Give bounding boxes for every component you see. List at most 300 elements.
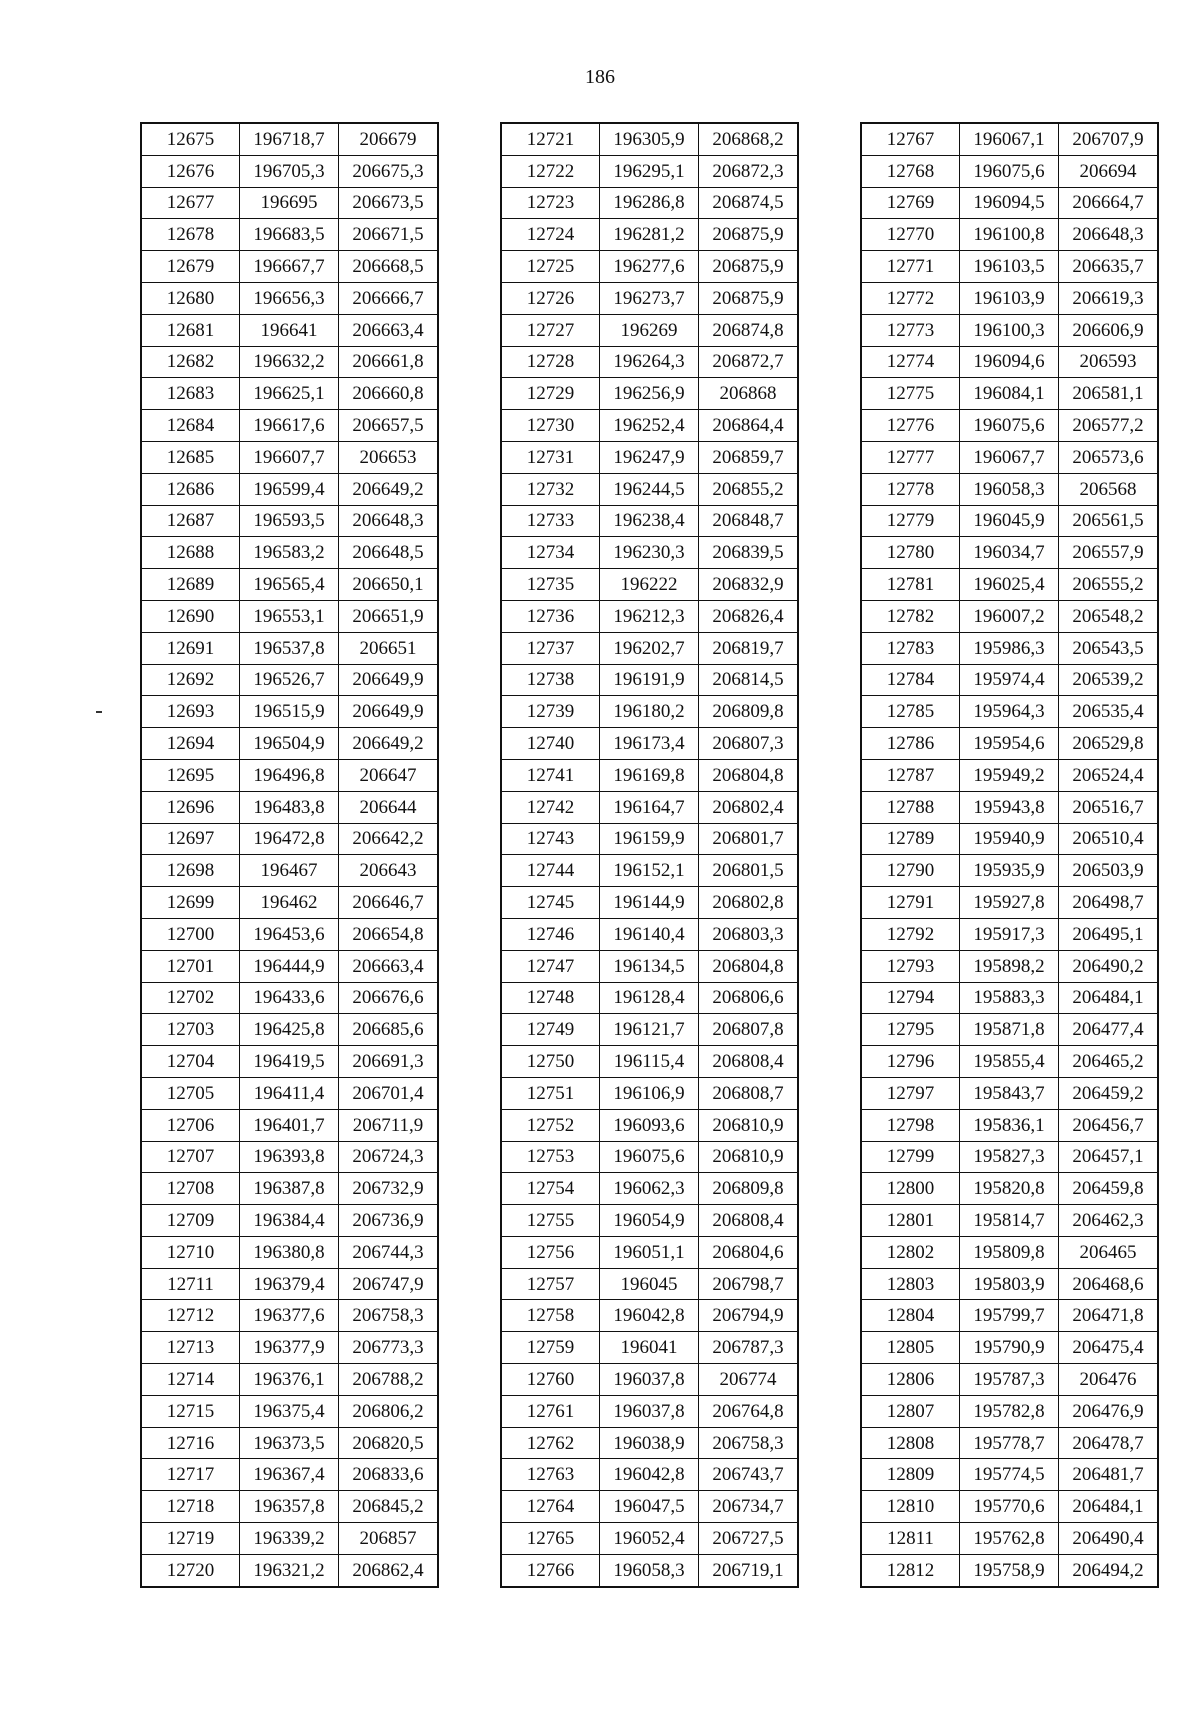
point-number-cell: 12805: [861, 1332, 960, 1364]
y-coordinate-cell: 206691,3: [339, 1046, 439, 1078]
point-number-cell: 12742: [501, 791, 600, 823]
point-number-cell: 12794: [861, 982, 960, 1014]
x-coordinate-cell: 196433,6: [240, 982, 339, 1014]
point-number-cell: 12770: [861, 219, 960, 251]
point-number-cell: 12699: [141, 887, 240, 919]
point-number-cell: 12809: [861, 1459, 960, 1491]
y-coordinate-cell: 206804,6: [699, 1236, 799, 1268]
table-row: [501, 823, 798, 855]
y-coordinate-cell: 206758,3: [339, 1300, 439, 1332]
table-row: [141, 1523, 438, 1555]
table-row: [141, 855, 438, 887]
table-row: [141, 251, 438, 283]
y-coordinate-cell: 206654,8: [339, 918, 439, 950]
y-coordinate-cell: 206465: [1059, 1236, 1159, 1268]
point-number-cell: 12714: [141, 1364, 240, 1396]
x-coordinate-cell: 196140,4: [600, 918, 699, 950]
y-coordinate-cell: 206724,3: [339, 1141, 439, 1173]
y-coordinate-cell: 206648,5: [339, 537, 439, 569]
x-coordinate-cell: 196152,1: [600, 855, 699, 887]
y-coordinate-cell: 206475,4: [1059, 1332, 1159, 1364]
y-coordinate-cell: 206498,7: [1059, 887, 1159, 919]
table-row: [861, 1300, 1158, 1332]
point-number-cell: 12758: [501, 1300, 600, 1332]
x-coordinate-cell: 196565,4: [240, 569, 339, 601]
x-coordinate-cell: 196375,4: [240, 1395, 339, 1427]
point-number-cell: 12762: [501, 1427, 600, 1459]
x-coordinate-cell: 195836,1: [960, 1109, 1059, 1141]
table-row: [141, 378, 438, 410]
point-number-cell: 12716: [141, 1427, 240, 1459]
x-coordinate-cell: 196339,2: [240, 1523, 339, 1555]
point-number-cell: 12732: [501, 473, 600, 505]
point-number-cell: 12678: [141, 219, 240, 251]
table-row: [861, 537, 1158, 569]
point-number-cell: 12726: [501, 282, 600, 314]
point-number-cell: 12695: [141, 759, 240, 791]
point-number-cell: 12734: [501, 537, 600, 569]
table-row: [501, 314, 798, 346]
x-coordinate-cell: 195964,3: [960, 696, 1059, 728]
y-coordinate-cell: 206471,8: [1059, 1300, 1159, 1332]
table-row: [501, 791, 798, 823]
x-coordinate-cell: 196041: [600, 1332, 699, 1364]
x-coordinate-cell: 196212,3: [600, 600, 699, 632]
y-coordinate-cell: 206744,3: [339, 1236, 439, 1268]
x-coordinate-cell: 196075,6: [600, 1141, 699, 1173]
x-coordinate-cell: 196277,6: [600, 251, 699, 283]
point-number-cell: 12680: [141, 282, 240, 314]
point-number-cell: 12747: [501, 950, 600, 982]
x-coordinate-cell: 196617,6: [240, 410, 339, 442]
y-coordinate-cell: 206476,9: [1059, 1395, 1159, 1427]
point-number-cell: 12743: [501, 823, 600, 855]
x-coordinate-cell: 196607,7: [240, 441, 339, 473]
table-row: [501, 1109, 798, 1141]
table-row: [501, 600, 798, 632]
x-coordinate-cell: 195762,8: [960, 1523, 1059, 1555]
x-coordinate-cell: 196695: [240, 187, 339, 219]
x-coordinate-cell: 196084,1: [960, 378, 1059, 410]
table-row: [141, 1109, 438, 1141]
y-coordinate-cell: 206875,9: [699, 219, 799, 251]
coordinate-table-1: [140, 122, 439, 1588]
point-number-cell: 12782: [861, 600, 960, 632]
point-number-cell: 12686: [141, 473, 240, 505]
y-coordinate-cell: 206810,9: [699, 1141, 799, 1173]
point-number-cell: 12677: [141, 187, 240, 219]
y-coordinate-cell: 206494,2: [1059, 1554, 1159, 1586]
y-coordinate-cell: 206651: [339, 632, 439, 664]
x-coordinate-cell: 196393,8: [240, 1141, 339, 1173]
point-number-cell: 12768: [861, 155, 960, 187]
point-number-cell: 12791: [861, 887, 960, 919]
table-row: [861, 982, 1158, 1014]
x-coordinate-cell: 196376,1: [240, 1364, 339, 1396]
y-coordinate-cell: 206875,9: [699, 251, 799, 283]
point-number-cell: 12701: [141, 950, 240, 982]
y-coordinate-cell: 206660,8: [339, 378, 439, 410]
y-coordinate-cell: 206649,2: [339, 728, 439, 760]
table-row: [861, 664, 1158, 696]
y-coordinate-cell: 206802,4: [699, 791, 799, 823]
y-coordinate-cell: 206803,3: [699, 918, 799, 950]
point-number-cell: 12707: [141, 1141, 240, 1173]
y-coordinate-cell: 206503,9: [1059, 855, 1159, 887]
table-row: [861, 1268, 1158, 1300]
table-row: [501, 1173, 798, 1205]
x-coordinate-cell: 196103,9: [960, 282, 1059, 314]
y-coordinate-cell: 206642,2: [339, 823, 439, 855]
x-coordinate-cell: 196094,5: [960, 187, 1059, 219]
table-row: [861, 823, 1158, 855]
x-coordinate-cell: 196134,5: [600, 950, 699, 982]
x-coordinate-cell: 196100,8: [960, 219, 1059, 251]
x-coordinate-cell: 196256,9: [600, 378, 699, 410]
y-coordinate-cell: 206774: [699, 1364, 799, 1396]
point-number-cell: 12751: [501, 1077, 600, 1109]
table-row: [861, 410, 1158, 442]
table-row: [861, 1109, 1158, 1141]
y-coordinate-cell: 206555,2: [1059, 569, 1159, 601]
x-coordinate-cell: 196037,8: [600, 1395, 699, 1427]
table-row: [141, 600, 438, 632]
y-coordinate-cell: 206872,3: [699, 155, 799, 187]
table-row: [501, 219, 798, 251]
y-coordinate-cell: 206872,7: [699, 346, 799, 378]
point-number-cell: 12723: [501, 187, 600, 219]
table-row: [501, 123, 798, 155]
y-coordinate-cell: 206663,4: [339, 950, 439, 982]
x-coordinate-cell: 195814,7: [960, 1205, 1059, 1237]
table-row: [141, 1205, 438, 1237]
x-coordinate-cell: 196115,4: [600, 1046, 699, 1078]
y-coordinate-cell: 206649,9: [339, 696, 439, 728]
x-coordinate-cell: 195790,9: [960, 1332, 1059, 1364]
x-coordinate-cell: 196286,8: [600, 187, 699, 219]
y-coordinate-cell: 206845,2: [339, 1491, 439, 1523]
table-row: [141, 1046, 438, 1078]
table-row: [501, 282, 798, 314]
table-row: [141, 918, 438, 950]
table-row: [861, 791, 1158, 823]
y-coordinate-cell: 206653: [339, 441, 439, 473]
table-row: [861, 441, 1158, 473]
x-coordinate-cell: 196467: [240, 855, 339, 887]
point-number-cell: 12792: [861, 918, 960, 950]
point-number-cell: 12691: [141, 632, 240, 664]
point-number-cell: 12710: [141, 1236, 240, 1268]
table-row: [141, 791, 438, 823]
table-row: [861, 187, 1158, 219]
x-coordinate-cell: 196667,7: [240, 251, 339, 283]
y-coordinate-cell: 206788,2: [339, 1364, 439, 1396]
table-row: [141, 187, 438, 219]
x-coordinate-cell: 196599,4: [240, 473, 339, 505]
point-number-cell: 12731: [501, 441, 600, 473]
y-coordinate-cell: 206809,8: [699, 1173, 799, 1205]
point-number-cell: 12793: [861, 950, 960, 982]
point-number-cell: 12787: [861, 759, 960, 791]
y-coordinate-cell: 206875,9: [699, 282, 799, 314]
x-coordinate-cell: 196472,8: [240, 823, 339, 855]
table-row: [141, 1300, 438, 1332]
point-number-cell: 12778: [861, 473, 960, 505]
table-row: [141, 219, 438, 251]
y-coordinate-cell: 206855,2: [699, 473, 799, 505]
x-coordinate-cell: 196067,1: [960, 123, 1059, 155]
point-number-cell: 12761: [501, 1395, 600, 1427]
x-coordinate-cell: 196305,9: [600, 123, 699, 155]
table-row: [501, 1236, 798, 1268]
point-number-cell: 12719: [141, 1523, 240, 1555]
table-row: [861, 1173, 1158, 1205]
y-coordinate-cell: 206864,4: [699, 410, 799, 442]
point-number-cell: 12796: [861, 1046, 960, 1078]
y-coordinate-cell: 206648,3: [339, 505, 439, 537]
x-coordinate-cell: 195940,9: [960, 823, 1059, 855]
y-coordinate-cell: 206819,7: [699, 632, 799, 664]
y-coordinate-cell: 206758,3: [699, 1427, 799, 1459]
x-coordinate-cell: 196247,9: [600, 441, 699, 473]
y-coordinate-cell: 206459,8: [1059, 1173, 1159, 1205]
point-number-cell: 12795: [861, 1014, 960, 1046]
point-number-cell: 12756: [501, 1236, 600, 1268]
point-number-cell: 12783: [861, 632, 960, 664]
y-coordinate-cell: 206650,1: [339, 569, 439, 601]
x-coordinate-cell: 196034,7: [960, 537, 1059, 569]
x-coordinate-cell: 195954,6: [960, 728, 1059, 760]
x-coordinate-cell: 196705,3: [240, 155, 339, 187]
table-row: [861, 759, 1158, 791]
y-coordinate-cell: 206719,1: [699, 1554, 799, 1586]
y-coordinate-cell: 206490,4: [1059, 1523, 1159, 1555]
x-coordinate-cell: 196367,4: [240, 1459, 339, 1491]
y-coordinate-cell: 206874,5: [699, 187, 799, 219]
point-number-cell: 12718: [141, 1491, 240, 1523]
x-coordinate-cell: 196273,7: [600, 282, 699, 314]
point-number-cell: 12799: [861, 1141, 960, 1173]
table-row: [861, 1332, 1158, 1364]
point-number-cell: 12771: [861, 251, 960, 283]
x-coordinate-cell: 196037,8: [600, 1364, 699, 1396]
table-row: [861, 1459, 1158, 1491]
point-number-cell: 12692: [141, 664, 240, 696]
x-coordinate-cell: 196264,3: [600, 346, 699, 378]
point-number-cell: 12708: [141, 1173, 240, 1205]
point-number-cell: 12755: [501, 1205, 600, 1237]
point-number-cell: 12694: [141, 728, 240, 760]
table-row: [501, 155, 798, 187]
y-coordinate-cell: 206736,9: [339, 1205, 439, 1237]
point-number-cell: 12715: [141, 1395, 240, 1427]
table-row: [501, 1046, 798, 1078]
point-number-cell: 12748: [501, 982, 600, 1014]
table-row: [501, 1554, 798, 1586]
x-coordinate-cell: 196444,9: [240, 950, 339, 982]
table-row: [501, 537, 798, 569]
x-coordinate-cell: 195898,2: [960, 950, 1059, 982]
x-coordinate-cell: 196067,7: [960, 441, 1059, 473]
x-coordinate-cell: 196094,6: [960, 346, 1059, 378]
y-coordinate-cell: 206826,4: [699, 600, 799, 632]
y-coordinate-cell: 206478,7: [1059, 1427, 1159, 1459]
x-coordinate-cell: 195758,9: [960, 1554, 1059, 1586]
x-coordinate-cell: 196379,4: [240, 1268, 339, 1300]
table-row: [861, 473, 1158, 505]
point-number-cell: 12777: [861, 441, 960, 473]
point-number-cell: 12802: [861, 1236, 960, 1268]
x-coordinate-cell: 196377,6: [240, 1300, 339, 1332]
y-coordinate-cell: 206676,6: [339, 982, 439, 1014]
point-number-cell: 12741: [501, 759, 600, 791]
point-number-cell: 12724: [501, 219, 600, 251]
y-coordinate-cell: 206787,3: [699, 1332, 799, 1364]
table-row: [141, 410, 438, 442]
x-coordinate-cell: 196411,4: [240, 1077, 339, 1109]
table-row: [141, 314, 438, 346]
x-coordinate-cell: 196058,3: [960, 473, 1059, 505]
point-number-cell: 12690: [141, 600, 240, 632]
table-row: [861, 696, 1158, 728]
x-coordinate-cell: 196625,1: [240, 378, 339, 410]
point-number-cell: 12737: [501, 632, 600, 664]
x-coordinate-cell: 196357,8: [240, 1491, 339, 1523]
y-coordinate-cell: 206635,7: [1059, 251, 1159, 283]
point-number-cell: 12772: [861, 282, 960, 314]
x-coordinate-cell: 196121,7: [600, 1014, 699, 1046]
table-row: [141, 1332, 438, 1364]
table-row: [141, 887, 438, 919]
y-coordinate-cell: 206543,5: [1059, 632, 1159, 664]
x-coordinate-cell: 196100,3: [960, 314, 1059, 346]
y-coordinate-cell: 206581,1: [1059, 378, 1159, 410]
x-coordinate-cell: 196537,8: [240, 632, 339, 664]
table-row: [861, 219, 1158, 251]
x-coordinate-cell: 196191,9: [600, 664, 699, 696]
table-row: [141, 1141, 438, 1173]
point-number-cell: 12704: [141, 1046, 240, 1078]
point-number-cell: 12720: [141, 1554, 240, 1586]
y-coordinate-cell: 206685,6: [339, 1014, 439, 1046]
x-coordinate-cell: 196093,6: [600, 1109, 699, 1141]
point-number-cell: 12800: [861, 1173, 960, 1205]
point-number-cell: 12705: [141, 1077, 240, 1109]
x-coordinate-cell: 196387,8: [240, 1173, 339, 1205]
x-coordinate-cell: 196058,3: [600, 1554, 699, 1586]
table-row: [861, 1077, 1158, 1109]
table-row: [141, 505, 438, 537]
x-coordinate-cell: 196169,8: [600, 759, 699, 791]
point-number-cell: 12754: [501, 1173, 600, 1205]
table-row: [501, 346, 798, 378]
point-number-cell: 12725: [501, 251, 600, 283]
y-coordinate-cell: 206804,8: [699, 759, 799, 791]
y-coordinate-cell: 206806,6: [699, 982, 799, 1014]
point-number-cell: 12689: [141, 569, 240, 601]
point-number-cell: 12709: [141, 1205, 240, 1237]
table-row: [141, 282, 438, 314]
point-number-cell: 12808: [861, 1427, 960, 1459]
y-coordinate-cell: 206804,8: [699, 950, 799, 982]
point-number-cell: 12740: [501, 728, 600, 760]
table-row: [501, 855, 798, 887]
y-coordinate-cell: 206557,9: [1059, 537, 1159, 569]
x-coordinate-cell: 196515,9: [240, 696, 339, 728]
point-number-cell: 12711: [141, 1268, 240, 1300]
point-number-cell: 12797: [861, 1077, 960, 1109]
point-number-cell: 12702: [141, 982, 240, 1014]
y-coordinate-cell: 206868: [699, 378, 799, 410]
point-number-cell: 12757: [501, 1268, 600, 1300]
point-number-cell: 12713: [141, 1332, 240, 1364]
y-coordinate-cell: 206459,2: [1059, 1077, 1159, 1109]
x-coordinate-cell: 196252,4: [600, 410, 699, 442]
point-number-cell: 12736: [501, 600, 600, 632]
y-coordinate-cell: 206619,3: [1059, 282, 1159, 314]
point-number-cell: 12727: [501, 314, 600, 346]
x-coordinate-cell: 196075,6: [960, 155, 1059, 187]
point-number-cell: 12679: [141, 251, 240, 283]
point-number-cell: 12684: [141, 410, 240, 442]
point-number-cell: 12753: [501, 1141, 600, 1173]
table-row: [861, 918, 1158, 950]
point-number-cell: 12790: [861, 855, 960, 887]
y-coordinate-cell: 206647: [339, 759, 439, 791]
y-coordinate-cell: 206490,2: [1059, 950, 1159, 982]
table-row: [861, 282, 1158, 314]
x-coordinate-cell: 196047,5: [600, 1491, 699, 1523]
x-coordinate-cell: 196295,1: [600, 155, 699, 187]
table-row: [861, 728, 1158, 760]
table-row: [861, 950, 1158, 982]
x-coordinate-cell: 196373,5: [240, 1427, 339, 1459]
point-number-cell: 12688: [141, 537, 240, 569]
point-number-cell: 12781: [861, 569, 960, 601]
y-coordinate-cell: 206561,5: [1059, 505, 1159, 537]
point-number-cell: 12750: [501, 1046, 600, 1078]
table-row: [141, 823, 438, 855]
point-number-cell: 12687: [141, 505, 240, 537]
x-coordinate-cell: 196380,8: [240, 1236, 339, 1268]
x-coordinate-cell: 195827,3: [960, 1141, 1059, 1173]
y-coordinate-cell: 206859,7: [699, 441, 799, 473]
point-number-cell: 12733: [501, 505, 600, 537]
point-number-cell: 12745: [501, 887, 600, 919]
y-coordinate-cell: 206644: [339, 791, 439, 823]
y-coordinate-cell: 206524,4: [1059, 759, 1159, 791]
table-row: [501, 1459, 798, 1491]
point-number-cell: 12803: [861, 1268, 960, 1300]
point-number-cell: 12739: [501, 696, 600, 728]
point-number-cell: 12744: [501, 855, 600, 887]
table-row: [501, 378, 798, 410]
table-row: [861, 1014, 1158, 1046]
point-number-cell: 12735: [501, 569, 600, 601]
x-coordinate-cell: 196583,2: [240, 537, 339, 569]
point-number-cell: 12780: [861, 537, 960, 569]
point-number-cell: 12801: [861, 1205, 960, 1237]
point-number-cell: 12721: [501, 123, 600, 155]
point-number-cell: 12769: [861, 187, 960, 219]
table-row: [861, 378, 1158, 410]
y-coordinate-cell: 206649,2: [339, 473, 439, 505]
point-number-cell: 12779: [861, 505, 960, 537]
x-coordinate-cell: 196244,5: [600, 473, 699, 505]
table-row: [861, 505, 1158, 537]
y-coordinate-cell: 206573,6: [1059, 441, 1159, 473]
x-coordinate-cell: 195778,7: [960, 1427, 1059, 1459]
